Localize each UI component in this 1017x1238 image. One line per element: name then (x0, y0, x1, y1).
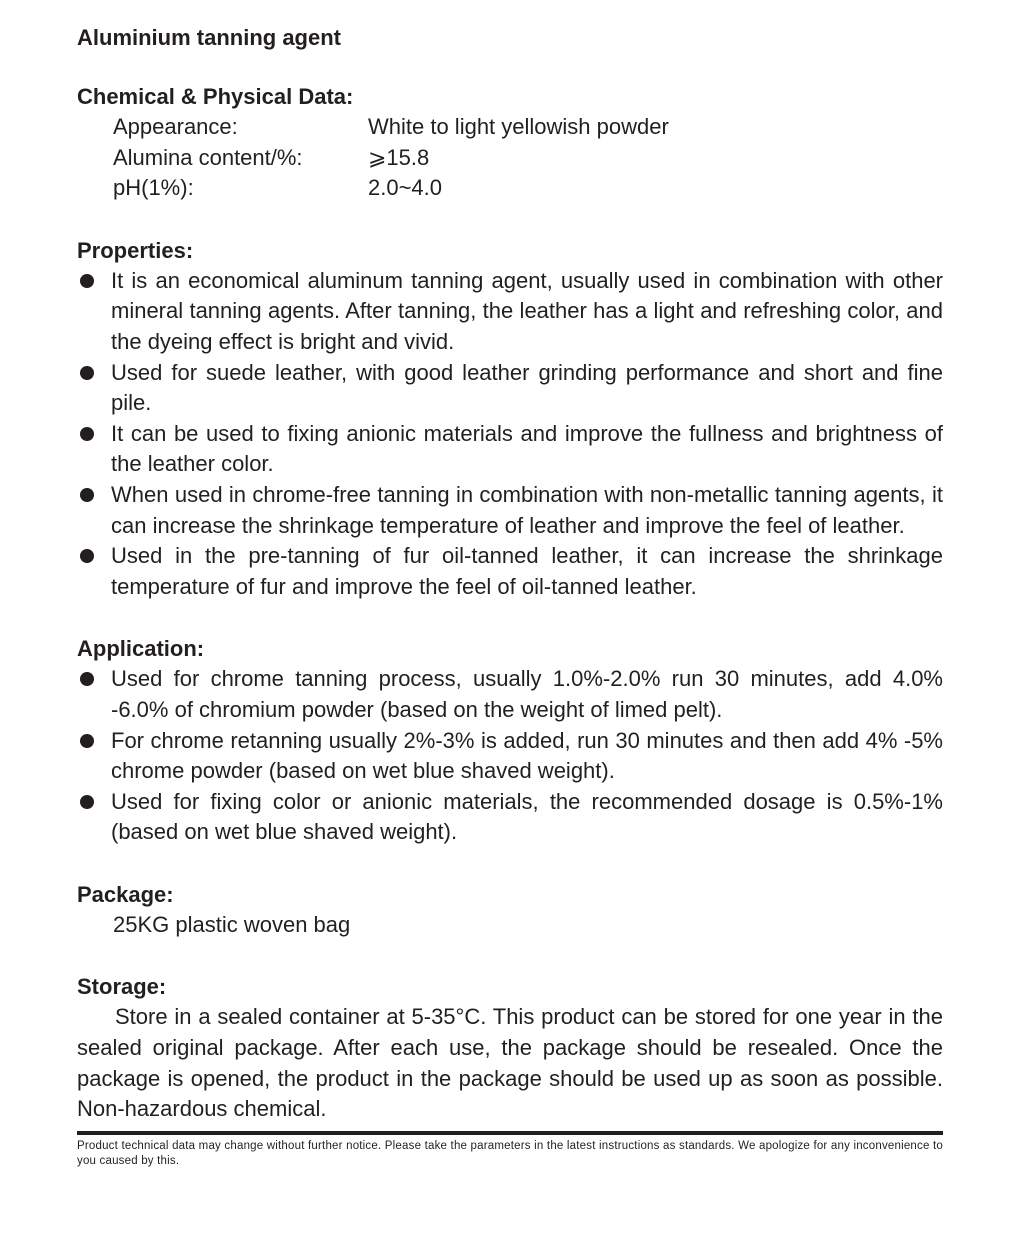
list-item (77, 787, 943, 848)
bullet-icon (80, 274, 94, 288)
data-row-alumina (77, 143, 943, 174)
bullet-icon (80, 672, 94, 686)
data-label: pH(1%): (113, 175, 194, 201)
data-label: Appearance: (113, 114, 238, 139)
data-value: ⩾15.8 (368, 144, 430, 170)
list-item-text: Used for suede leather, with good leather grinding performance and short and fine pile. (111, 359, 943, 416)
list-item-text: For chrome retanning usually 2%-3% is added, run 30 minutes and then add 4% -5% chrome powder (based on wet blue shaved weight). (111, 727, 943, 784)
list-item (77, 358, 943, 419)
bullet-icon (80, 795, 94, 809)
list-item-text: Used in the pre-tanning of fur oil-tanned leather, it can increase the shrinkage temperature of fur and improve the feel of oil-tanned leather. (111, 543, 943, 599)
chemical-data-table (77, 112, 943, 204)
list-item (77, 541, 943, 602)
bullet-icon (80, 734, 94, 748)
list-item (77, 419, 943, 480)
bullet-icon (80, 366, 94, 380)
list-item (77, 726, 943, 787)
storage-heading: Storage: (77, 974, 167, 1000)
list-item-text: It can be used to fixing anionic materials and improve the fullness and brightness of the leather color. (111, 420, 943, 477)
bullet-icon (80, 488, 94, 502)
bullet-icon (80, 427, 94, 441)
data-row-appearance (77, 112, 943, 143)
list-item-text: Used for fixing color or anionic materials, the recommended dosage is 0.5%-1% (based on wet blue shaved weight). (111, 788, 943, 845)
list-item (77, 664, 943, 725)
data-row-ph (77, 173, 943, 204)
application-heading: Application: (77, 636, 205, 662)
product-title: Aluminium tanning agent (77, 25, 341, 50)
data-label: Alumina content/%: (113, 144, 303, 170)
footer-divider (77, 1131, 943, 1135)
storage-text: Store in a sealed container at 5-35°C. This product can be stored for one year in the sealed original package. After each use, the package should be resealed. Once the package is opened, the product in the package should be used up as soon as possible. Non-hazardous chemical. (77, 1004, 943, 1122)
package-text: 25KG plastic woven bag (113, 911, 351, 937)
footnote: Product technical data may change without further notice. Please take the parameters in the latest instructions as standards. We apologize for any inconvenience to you caused by this. (77, 1139, 943, 1167)
document-page (77, 20, 943, 1169)
bullet-icon (80, 549, 94, 563)
data-value: White to light yellowish powder (368, 114, 669, 139)
list-item (77, 480, 943, 541)
application-list (77, 664, 943, 848)
list-item-text: It is an economical aluminum tanning agent, usually used in combination with other mineral tanning agents. After tanning, the leather has a light and refreshing color, and the dyeing effect is bright and vivid. (111, 267, 943, 354)
chemical-data-heading: Chemical & Physical Data: (77, 84, 354, 109)
list-item-text: When used in chrome-free tanning in combination with non-metallic tanning agents, it can increase the shrinkage temperature of leather and improve the feel of leather. (111, 481, 943, 538)
data-value: 2.0~4.0 (368, 175, 443, 201)
properties-heading: Properties: (77, 237, 194, 263)
list-item (77, 266, 943, 358)
list-item-text: Used for chrome tanning process, usually 1.0%-2.0% run 30 minutes, add 4.0% -6.0% of chromium powder (based on the weight of limed pelt). (111, 666, 943, 722)
package-heading: Package: (77, 881, 174, 907)
properties-list (77, 266, 943, 603)
